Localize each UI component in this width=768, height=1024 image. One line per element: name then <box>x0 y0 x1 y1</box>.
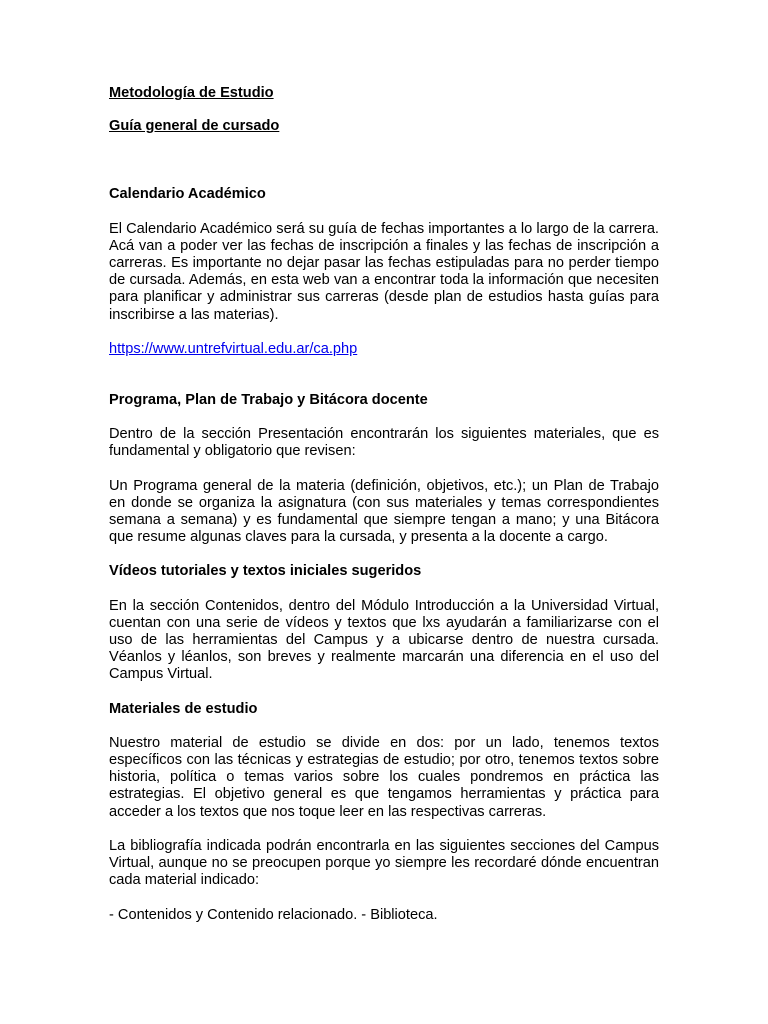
spacer <box>109 204 659 221</box>
calendario-link[interactable]: https://www.untrefvirtual.edu.ar/ca.php <box>109 340 358 357</box>
spacer <box>109 890 659 907</box>
paragraph-calendario: El Calendario Académico será su guía de fechas importantes a lo largo de la carrera. Acá van a poder ver las fechas de inscripción a finales y las fechas de inscripción a carreras. Es importante no dejar pasar las fechas estipuladas para no perder tiempo de cursada. Además, en esta web van a encontrar toda la información que necesiten para planificar y administrar sus carreras (desde plan de estudios hasta guías para inscribirse a las materias). <box>109 220 659 323</box>
paragraph-programa-1: Dentro de la sección Presentación encontrarán los siguientes materiales, que es fundamental y obligatorio que revisen: <box>109 426 659 460</box>
spacer <box>109 684 659 701</box>
materiales-list-line: - Contenidos y Contenido relacionado. - Biblioteca. <box>109 906 438 923</box>
paragraph-videos: En la sección Contenidos, dentro del Módulo Introducción a la Universidad Virtual, cuentan con una serie de vídeos y textos que lxs ayudarán a familiarizarse con el uso de las herramientas del Campus y a ubicarse dentro de nuestra cursada. Véanlos y léanlos, son breves y realmente marcarán una diferencia en el uso del Campus Virtual. <box>109 597 659 683</box>
spacer <box>109 718 659 735</box>
spacer <box>109 581 659 598</box>
paragraph-programa-2: Un Programa general de la materia (definición, objetivos, etc.); un Plan de Trabajo en donde se organiza la asignatura (con sus materiales y temas correspondientes semana a semana) y es fundamental que siempre tengan a mano; y una Bitácora que resume algunas claves para la cursada, y presenta a la docente a cargo. <box>109 477 659 546</box>
spacer <box>109 546 659 563</box>
heading-calendario: Calendario Académico <box>109 186 266 203</box>
spacer <box>109 461 659 478</box>
paragraph-materiales-1: Nuestro material de estudio se divide en dos: por un lado, tenemos textos específicos con las técnicas y estrategias de estudio; por otro, tenemos textos sobre historia, política o temas varios sobre los cuales pondremos en práctica las estrategias. El objetivo general es que tengamos herramientas y práctica para acceder a los textos que nos toque leer en las respectivas carreras. <box>109 734 659 820</box>
heading-videos: Vídeos tutoriales y textos iniciales sugeridos <box>109 563 422 580</box>
document-title: Metodología de Estudio <box>109 85 274 101</box>
heading-materiales: Materiales de estudio <box>109 700 258 717</box>
spacer <box>109 135 659 186</box>
spacer <box>109 821 659 838</box>
document-page <box>109 85 659 924</box>
calendario-link-line <box>109 341 659 358</box>
spacer <box>109 358 659 392</box>
spacer <box>109 409 659 426</box>
spacer <box>109 324 659 341</box>
paragraph-materiales-2: La bibliografía indicada podrán encontrarla en las siguientes secciones del Campus Virtual, aunque no se preocupen porque yo siempre les recordaré dónde encuentran cada material indicado: <box>109 837 659 889</box>
document-subtitle: Guía general de cursado <box>109 118 280 135</box>
heading-programa: Programa, Plan de Trabajo y Bitácora docente <box>109 392 428 409</box>
